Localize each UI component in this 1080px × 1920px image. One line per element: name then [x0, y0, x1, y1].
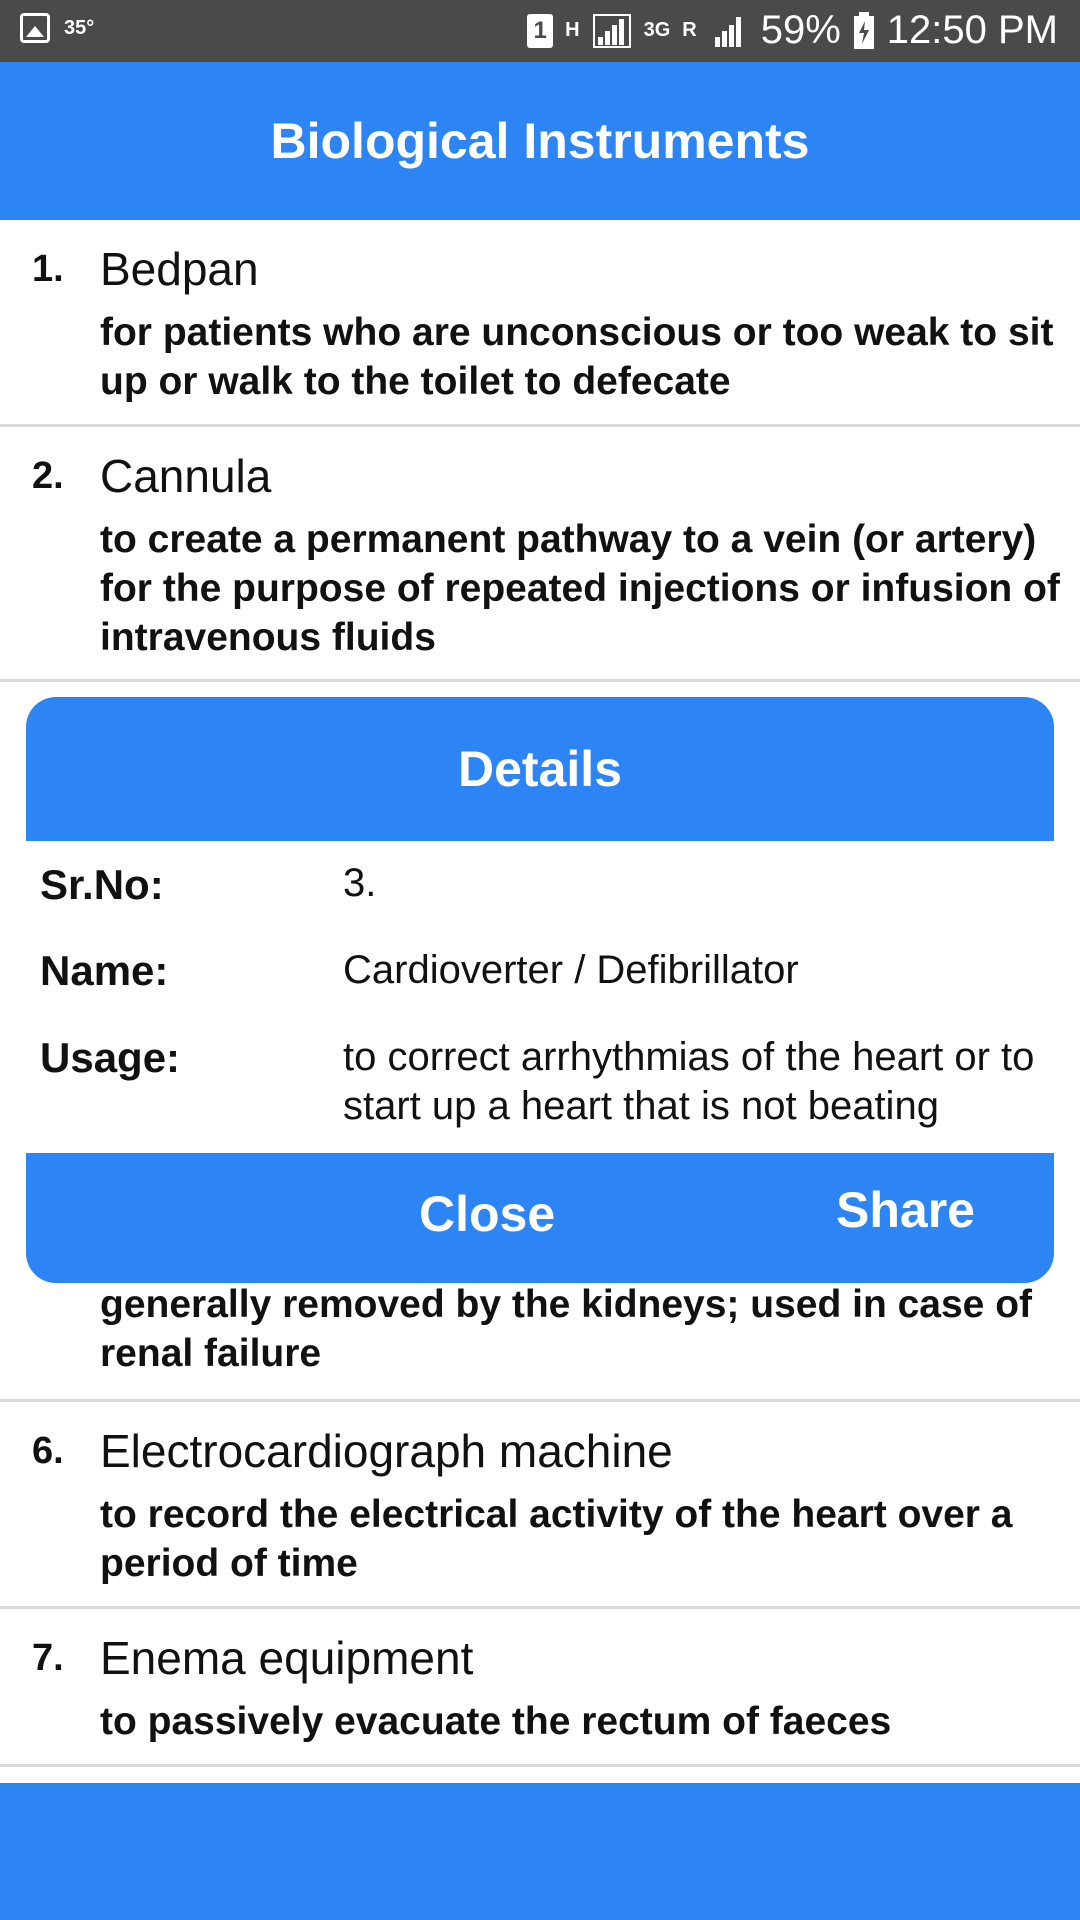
list-item[interactable]: [0, 220, 1080, 427]
signal-2-icon: [709, 13, 749, 49]
name-label: Name:: [40, 947, 169, 994]
item-description: to record the electrical activity of the heart over a period of time: [100, 1493, 1013, 1585]
status-left: [20, 13, 94, 43]
item-description: for patients who are unconscious or too weak to sit up or walk to the toilet to defecate: [100, 311, 1054, 403]
details-dialog: [26, 697, 1054, 1287]
srno-value: 3.: [343, 861, 377, 905]
usage-label: Usage:: [40, 1034, 181, 1081]
dialog-body: [26, 841, 1054, 1153]
share-button[interactable]: Share: [836, 1182, 975, 1238]
temperature: 35°: [64, 16, 95, 39]
item-name: Bedpan: [100, 243, 259, 295]
status-right: [527, 8, 1058, 53]
sim-icon: 1: [527, 14, 553, 48]
battery-icon: [853, 12, 875, 50]
dialog-title: Details: [458, 741, 622, 797]
app-header: [0, 62, 1080, 220]
dialog-header: [26, 697, 1054, 841]
network-type-3g: 3G: [643, 19, 671, 41]
list-item[interactable]: [0, 1609, 1080, 1767]
page-title: Biological Instruments: [270, 113, 810, 169]
list-item[interactable]: [0, 427, 1080, 682]
item-name: Enema equipment: [100, 1632, 474, 1684]
clock: 12:50 PM: [886, 8, 1058, 52]
dialog-footer: [26, 1153, 1054, 1283]
battery-percent: 59%: [760, 8, 841, 52]
close-button[interactable]: Close: [419, 1186, 556, 1242]
item-name: Cannula: [100, 450, 272, 502]
roaming-indicator: R: [682, 19, 697, 41]
item-number: 1.: [32, 248, 64, 290]
item-description: to passively evacuate the rectum of faeces: [100, 1700, 892, 1743]
list-item[interactable]: [0, 1402, 1080, 1609]
item-description: to create a permanent pathway to a vein (or artery) for the purpose of repeated injections or infusion of intravenous fluids: [100, 518, 1060, 659]
gallery-icon: [20, 13, 50, 43]
item-name: Electrocardiograph machine: [100, 1425, 673, 1477]
item-number: 7.: [32, 1637, 64, 1679]
network-type-h: H: [565, 19, 580, 41]
bottom-banner: [0, 1783, 1080, 1920]
name-value: Cardioverter / Defibrillator: [343, 948, 799, 992]
item-number: 2.: [32, 455, 64, 497]
item-description: generally removed by the kidneys; used in case of renal failure: [100, 1283, 1033, 1375]
item-number: 6.: [32, 1430, 64, 1472]
srno-label: Sr.No:: [40, 861, 164, 908]
signal-icon: [592, 13, 632, 49]
status-bar: [0, 0, 1080, 62]
usage-value: to correct arrhythmias of the heart or to start up a heart that is not beating: [343, 1035, 1035, 1128]
